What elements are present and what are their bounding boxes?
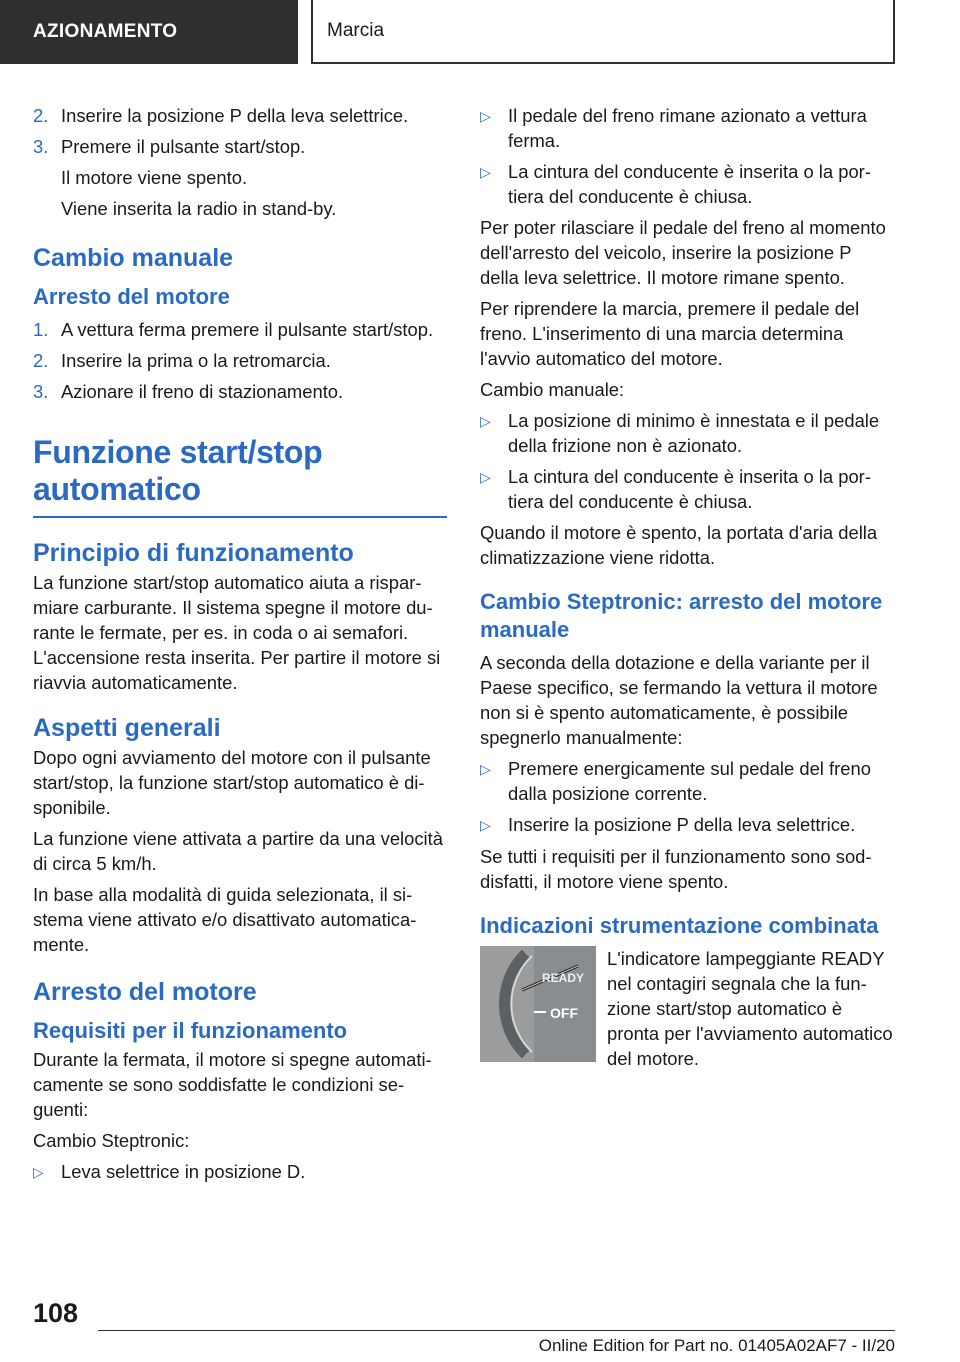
triangle-right-icon: ▷ [33, 1164, 44, 1180]
list-item [480, 408, 894, 458]
step-text: Azionare il freno di stazionamento. [61, 381, 344, 402]
list-item-text: La posizione di minimo è innestata e il pedale della frizione non è azionato. [508, 410, 880, 456]
heading-arresto: Arresto del motore [33, 978, 257, 1006]
paragraph: Cambio Steptronic: [33, 1130, 190, 1151]
heading-cambio-manuale: Cambio manuale [33, 244, 234, 272]
paragraph: La funzione viene attivata a partire da una velocità di circa 5 km/h. [33, 828, 443, 874]
list-item-text: La cintura del conducente è inserita o la portiera del conducente è chiusa. [508, 161, 871, 207]
chapter-heading-line2: automatico [33, 471, 201, 507]
heading-rule [33, 516, 447, 518]
right-column [480, 103, 894, 1071]
triangle-right-icon: ▷ [480, 817, 491, 833]
tachometer-ready-image [480, 946, 596, 1062]
chapter-heading-line1: Funzione start/stop [33, 434, 323, 470]
list-item-text: Inserire la posizione P della leva selettrice. [508, 814, 856, 835]
step-result: Il motore viene spento. [61, 167, 248, 188]
chapter-title: Marcia [327, 20, 385, 41]
step-item [33, 348, 447, 373]
paragraph: A seconda della dotazione e della variante per il Paese specifico, se fermando la vettura il motore non si è spento automaticamente, è possibile spegnerlo manualmente: [480, 652, 878, 748]
gauge-description: L'indicatore lampeggiante READY nel contagiri segnala che la funzione start/stop automatico è pronta per l'avviamento automatico del motore. [607, 948, 893, 1069]
step-text: Inserire la posizione P della leva selettrice. [61, 105, 409, 126]
paragraph: Per poter rilasciare il pedale del freno al momento dell'arresto del veicolo, inserire la posizione P della leva selettrice. Il motore rimane spento. [480, 217, 886, 288]
step-item [33, 317, 447, 342]
header-chapter [311, 0, 895, 64]
heading-aspetti: Aspetti generali [33, 714, 221, 742]
paragraph: Quando il motore è spento, la portata d'aria della climatizzazione viene ridotta. [480, 522, 878, 568]
list-item-text: Premere energicamente sul pedale del freno dalla posizione corrente. [508, 758, 871, 804]
paragraph: In base alla modalità di guida selezionata, il sistema viene attivato e/o disattivato automaticamente. [33, 884, 417, 955]
triangle-right-icon: ▷ [480, 469, 491, 485]
step-text: Inserire la prima o la retromarcia. [61, 350, 331, 371]
paragraph: Dopo ogni avviamento del motore con il pulsante start/stop, la funzione start/stop automatico è disponibile. [33, 747, 431, 818]
step-text: Premere il pulsante start/stop. [61, 136, 306, 157]
gauge-ready-label: READY [542, 971, 585, 985]
paragraph: Cambio manuale: [480, 379, 625, 400]
step-number: 1. [33, 319, 49, 340]
list-item [480, 812, 894, 838]
paragraph: La funzione start/stop automatico aiuta a risparmiare carburante. Il sistema spegne il motore durante le fermate, per es. in coda o ai semafori. L'accensione resta inserita. Per partire il motore si riavvia automaticamente. [33, 572, 441, 693]
paragraph: Durante la fermata, il motore si spegne automaticamente se sono soddisfatte le condizioni seguenti: [33, 1049, 432, 1120]
list-item-text: Leva selettrice in posizione D. [61, 1161, 306, 1182]
section-title: AZIONAMENTO [33, 21, 178, 42]
step-number: 2. [33, 105, 49, 126]
gauge-block [480, 946, 894, 1071]
gauge-off-label: OFF [550, 1005, 578, 1021]
heading-steptronic: Cambio Steptronic: arresto del motore manuale [480, 589, 883, 642]
gauge-face [534, 946, 596, 1062]
step-text: A vettura ferma premere il pulsante start/stop. [61, 319, 434, 340]
triangle-right-icon: ▷ [480, 108, 491, 124]
step-number: 2. [33, 350, 49, 371]
step-item [33, 134, 447, 159]
left-column [33, 103, 447, 1191]
triangle-right-icon: ▷ [480, 164, 491, 180]
chapter-heading [33, 434, 447, 508]
page-number: 108 [33, 1298, 79, 1328]
step-number: 3. [33, 381, 49, 402]
list-item [480, 159, 894, 209]
list-item-text: La cintura del conducente è inserita o la portiera del conducente è chiusa. [508, 466, 871, 512]
list-item [33, 1159, 447, 1185]
triangle-right-icon: ▷ [480, 413, 491, 429]
paragraph: Per riprendere la marcia, premere il pedale del freno. L'inserimento di una marcia determina l'avvio automatico del motore. [480, 298, 860, 369]
heading-principio: Principio di funzionamento [33, 539, 354, 567]
list-item [480, 756, 894, 806]
step-number: 3. [33, 136, 49, 157]
list-item-text: Il pedale del freno rimane azionato a vettura ferma. [508, 105, 867, 151]
step-result: Viene inserita la radio in stand-by. [61, 198, 337, 219]
step-item [33, 379, 447, 404]
list-item [480, 103, 894, 153]
footer-rule [98, 1330, 895, 1331]
footer-edition: Online Edition for Part no. 01405A02AF7 - II/20 [538, 1336, 895, 1355]
heading-indicazioni: Indicazioni strumentazione combinata [480, 913, 879, 938]
step-item [33, 103, 447, 128]
heading-requisiti: Requisiti per il funzionamento [33, 1018, 348, 1043]
list-item [480, 464, 894, 514]
heading-arresto-motore-manuale: Arresto del motore [33, 284, 230, 309]
paragraph: Se tutti i requisiti per il funzionamento sono soddisfatti, il motore viene spento. [480, 846, 872, 892]
triangle-right-icon: ▷ [480, 761, 491, 777]
header-section [0, 0, 298, 64]
